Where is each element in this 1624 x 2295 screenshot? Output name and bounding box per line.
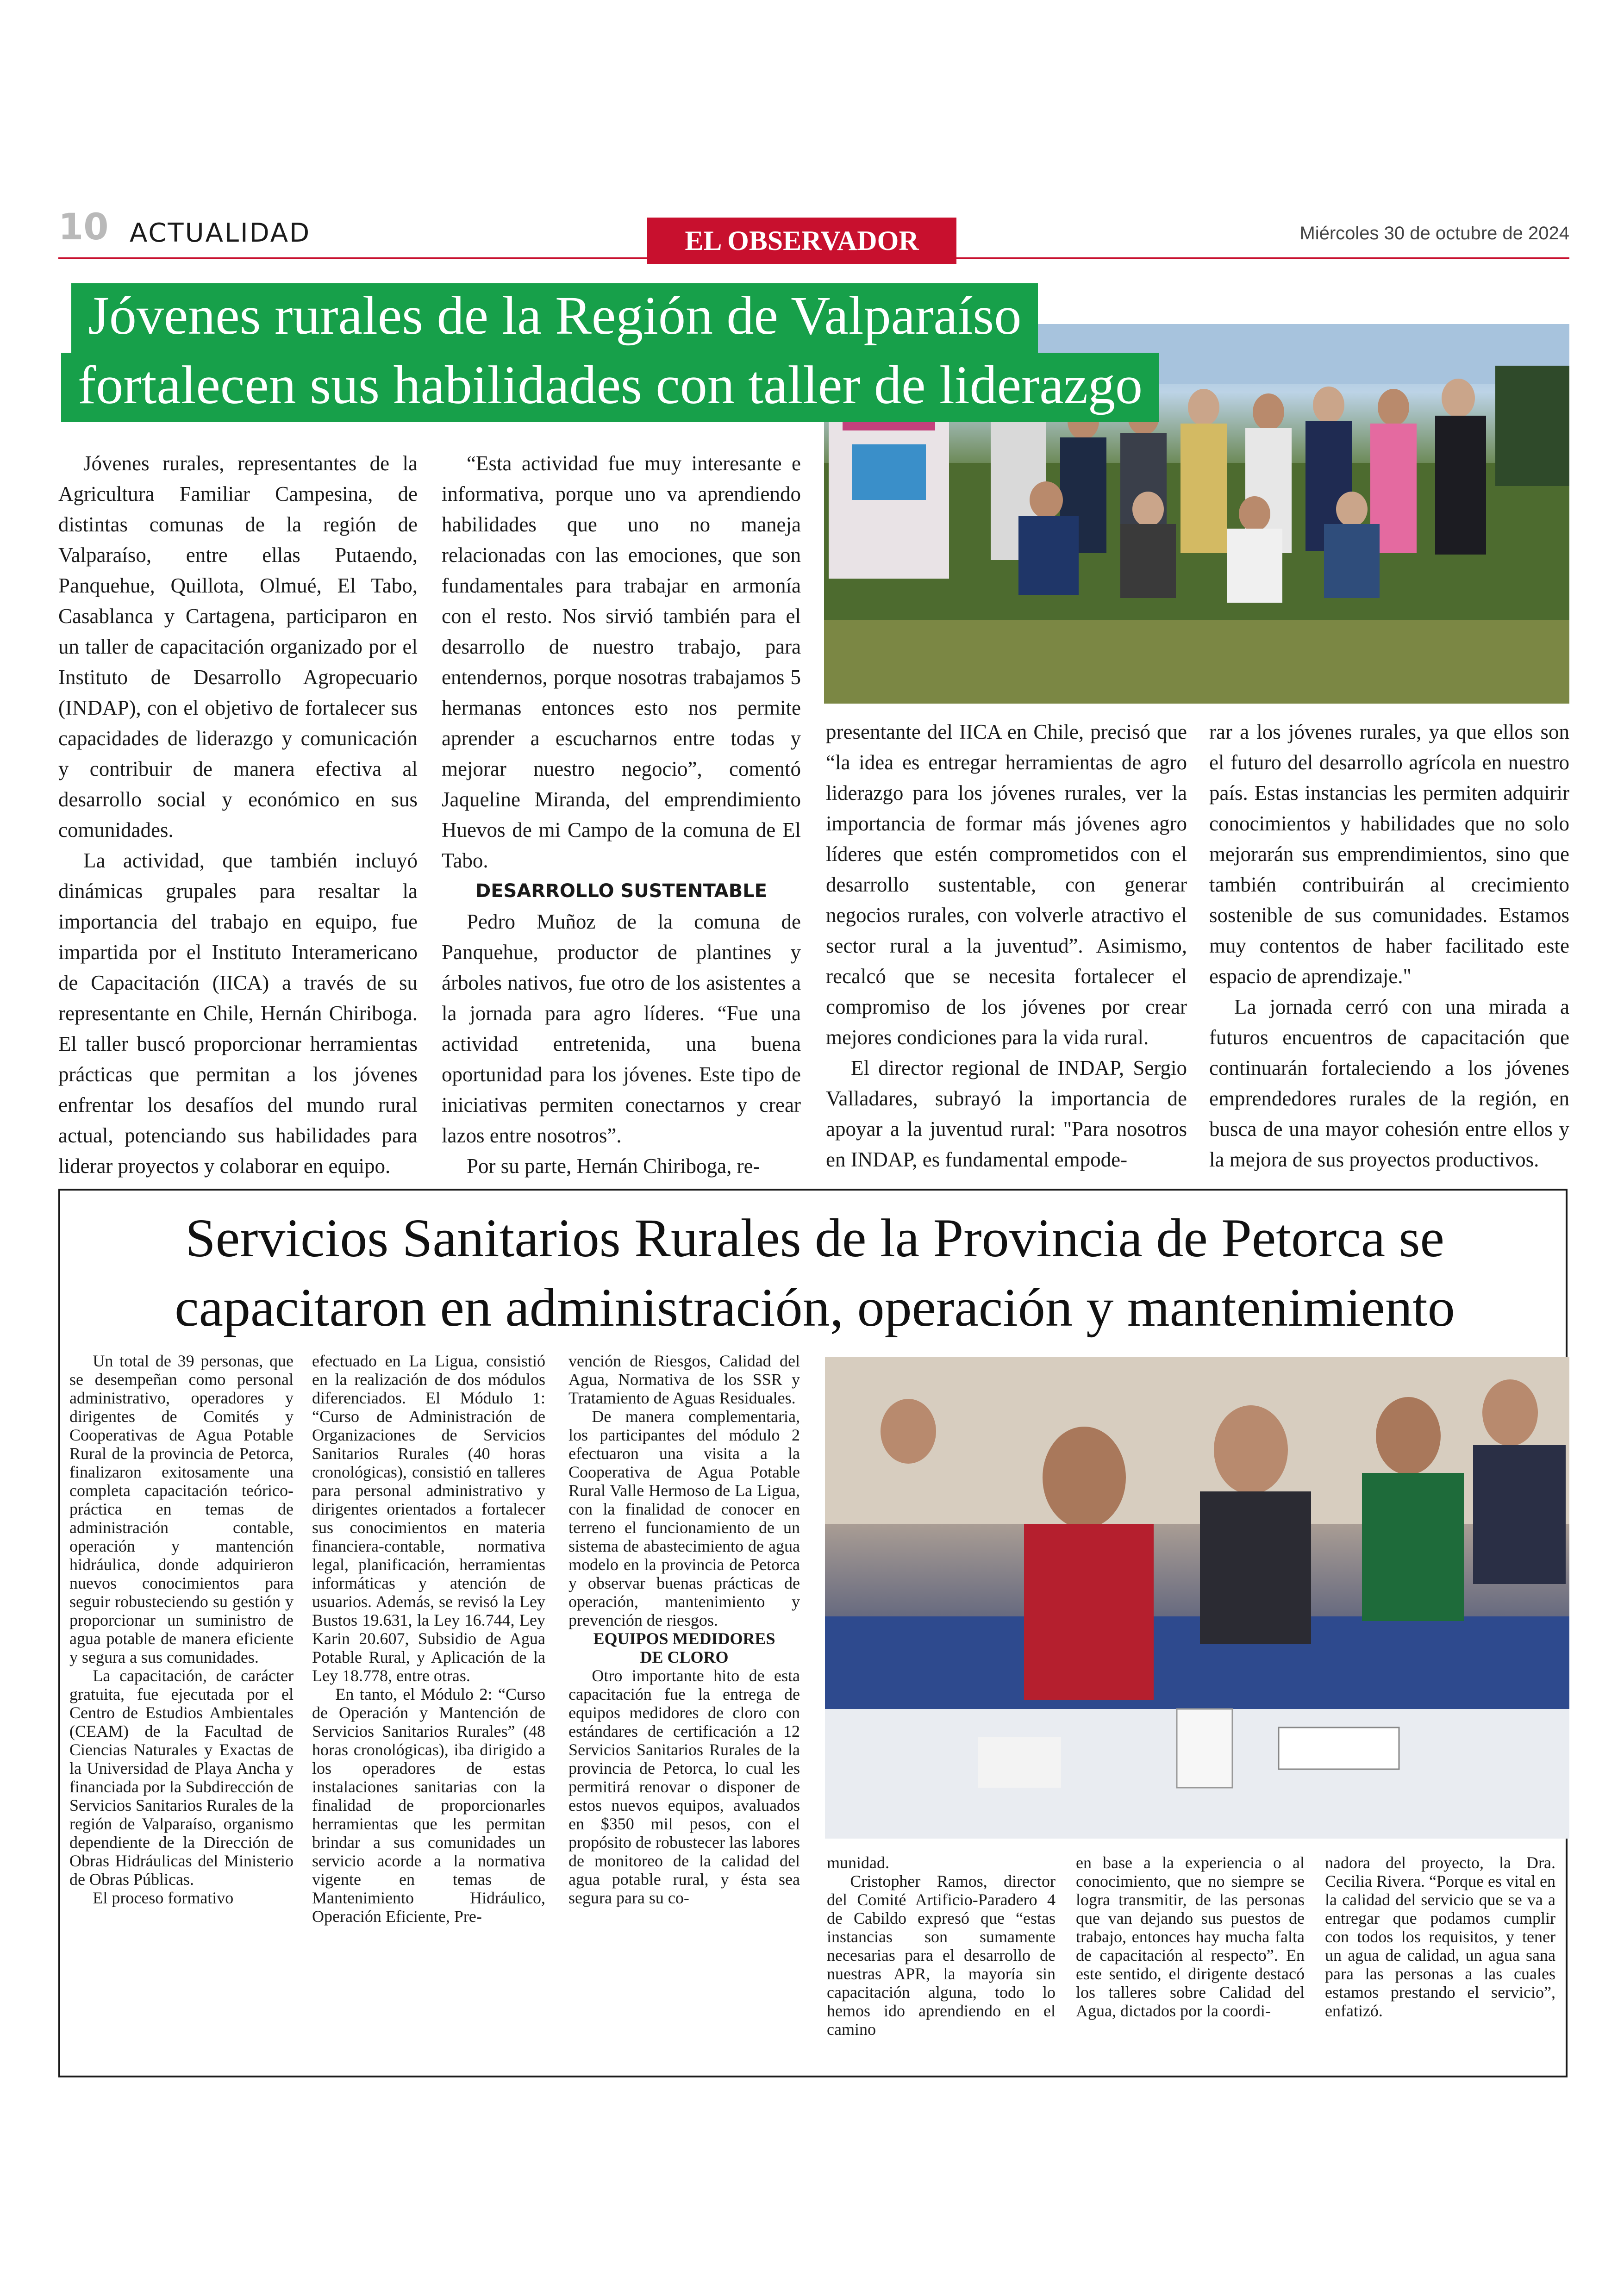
- article1-paragraph: “Esta actividad fue muy interesante e informativa, porque uno va aprendiendo habilidades que uno no maneja relacionadas con las emociones, que son fundamentales para trabajar en armonía con el resto. Nos sirvió también para el desarrollo de nuestro trabajo, para entendernos, porque nosotras trabajamos 5 hermanas entonces esto nos permite aprender a escucharnos entre todas y mejorar nuestro negocio”, comentó Jaqueline Miranda, del emprendimiento Huevos de mi Campo de la comuna de El Tabo.: [442, 452, 801, 872]
- article1-subheading: DESARROLLO SUSTENTABLE: [475, 880, 767, 902]
- article2-column-5: [1076, 1853, 1305, 2020]
- article1-headline-line2: fortalecen sus habilidades con taller de liderazgo: [61, 353, 1159, 422]
- article2-column-1: [69, 1352, 294, 1907]
- article1-paragraph: presentante del IICA en Chile, precisó que “la idea es entregar herramientas de agro liderazgo para los jóvenes rurales, ver la importancia de formar más jóvenes agro líderes que estén comprometidos con el desarrollo sustentable, con generar negocios rurales, con volverle atractivo el sector rural a la juventud”. Asimismo, recalcó que se necesita fortalecer el compromiso de los jóvenes por crear mejores condiciones para la vida rural.: [826, 720, 1187, 1049]
- article2-paragraph: efectuado en La Ligua, consistió en la realización de dos módulos diferenciados. El Módulo 1: “Curso de Administración de Organizaciones de Servicios Sanitarios Rurales (40 horas cronológicas), consistió en talleres para personal administrativo y dirigentes orientados a fortalecer sus conocimientos en materia financiera-contable, normativa legal, planificación, herramientas informáticas y atención de usuarios. Además, se revisó la Ley Bustos 19.631, la Ley 16.744, Ley Karin 20.607, Subsidio de Agua Potable Rural, y Aplicación de la Ley 18.778, entre otras.: [312, 1352, 545, 1685]
- section-label: ACTUALIDAD: [130, 218, 311, 248]
- article2-paragraph: en base a la experiencia o al conocimiento, que no siempre se logra transmitir, de las personas que van dejando sus puestos de trabajo, entonces hay mucha falta de capacitación al respecto”. En este sentido, el dirigente destacó los talleres sobre Calidad del Agua, dictados por la coordi-: [1076, 1853, 1305, 2020]
- article1-paragraph: El director regional de INDAP, Sergio Valladares, subrayó la importancia de apoyar a la juventud rural: "Para nosotros en INDAP, es fundamental empode-: [826, 1056, 1187, 1171]
- article2-paragraph: Otro importante hito de esta capacitación fue la entrega de equipos medidores de cloro con estándares de certificación a 12 Servicios Sanitarios Rurales de la provincia de Petorca, lo cual les permitirá renovar o disponer de estos nuevos equipos, avaluados en $350 mil pesos, con el propósito de robustecer las labores de monitoreo de la calidad del agua potable rural, y ésta sea segura para su co-: [568, 1666, 800, 1907]
- article1-column-3: [826, 717, 1187, 1175]
- article2-paragraph: nadora del proyecto, la Dra. Cecilia Rivera. “Porque es vital en la calidad del servicio que se va a entregar que podamos cumplir con todos los requisitos, y tener un agua de calidad, un agua sana para las personas a las cuales estamos prestando el servicio”, enfatizó.: [1325, 1853, 1555, 2020]
- article2-column-4: [827, 1853, 1056, 2039]
- article1-paragraph: La actividad, que también incluyó dinámicas grupales para resaltar la importancia del trabajo en equipo, fue impartida por el Instituto Interamericano de Capacitación (IICA) a través de su representante en Chile, Hernán Chiriboga. El taller buscó proporcionar herramientas prácticas que permitan a los jóvenes enfrentar los desafíos del mundo rural actual, potenciando sus habilidades para liderar proyectos y colaborar en equipo.: [58, 849, 418, 1178]
- article2-paragraph: Cristopher Ramos, director del Comité Artificio-Paradero 4 de Cabildo expresó que “estas instancias son sumamente necesarias para el desarrollo de nuestras APR, la mayoría sin capacitación alguna, todo lo hemos ido aprendiendo en el camino: [827, 1872, 1056, 2039]
- article2-column-3: [568, 1352, 800, 1907]
- issue-date: Miércoles 30 de octubre de 2024: [1299, 223, 1569, 243]
- article1-column-1: [58, 448, 418, 1181]
- article1-paragraph: Pedro Muñoz de la comuna de Panquehue, productor de plantines y árboles nativos, fue otro de los asistentes a la jornada para agro líderes. “Fue una actividad entretenida, una buena oportunidad para los jóvenes. Este tipo de iniciativas permiten conectarnos y crear lazos entre nosotros”.: [442, 910, 801, 1147]
- article2-column-2: [312, 1352, 545, 1926]
- article2-headline: Servicios Sanitarios Rurales de la Provincia de Petorca se capacitaron en administración, operación y mantenimiento: [175, 1208, 1455, 1338]
- article1-paragraph: La jornada cerró con una mirada a futuros encuentros de capacitación que continuarán fortaleciendo a los jóvenes emprendedores rurales de la región, en busca de una mayor cohesión entre ellos y la mejora de sus proyectos productivos.: [1209, 995, 1569, 1171]
- article2-paragraph: En tanto, el Módulo 2: “Curso de Operación y Mantención de Servicios Sanitarios Rurales” (48 horas cronológicas), iba dirigido a los operadores de estas instalaciones sanitarias con la finalidad de proporcionarles herramientas que les permitan brindar a sus comunidades un servicio acorde a la normativa vigente en temas de Mantenimiento Hidráulico, Operación Eficiente, Pre-: [312, 1685, 545, 1926]
- header-rule: [58, 257, 1569, 259]
- page-number: 10: [58, 206, 109, 248]
- article1-column-2: [442, 448, 801, 1181]
- article2-paragraph: De manera complementaria, los participantes del módulo 2 efectuaron una visita a la Cooperativa de Agua Potable Rural Valle Hermoso de La Ligua, con la finalidad de conocer en terreno el funcionamiento de un sistema de abastecimiento de agua modelo en la provincia de Petorca y observar buenas prácticas de operación, mantenimiento y prevención de riesgos.: [568, 1407, 800, 1629]
- article2-paragraph: vención de Riesgos, Calidad del Agua, Normativa de los SSR y Tratamiento de Aguas Residuales.: [568, 1352, 800, 1407]
- article1-paragraph: Jóvenes rurales, representantes de la Agricultura Familiar Campesina, de distintas comunas de la región de Valparaíso, entre ellas Putaendo, Panquehue, Quillota, Olmué, El Tabo, Casablanca y Cartagena, participaron en un taller de capacitación organizado por el Instituto de Desarrollo Agropecuario (INDAP), con el objetivo de fortalecer sus capacidades de liderazgo y comunicación y contribuir de manera efectiva al desarrollo social y económico en sus comunidades.: [58, 452, 418, 842]
- article1-headline-line1: Jóvenes rurales de la Región de Valparaíso: [71, 283, 1038, 353]
- newspaper-masthead: EL OBSERVADOR: [647, 218, 956, 264]
- article2-paragraph: munidad.: [827, 1853, 889, 1872]
- article2-paragraph: Un total de 39 personas, que se desempeñan como personal administrativo, operadores y dirigentes de Comités y Cooperativas de Agua Potable Rural de la provincia de Petorca, finalizaron exitosamente una completa capacitación teórico-práctica en temas de administración contable, operación y mantención hidráulica, donde adquirieron nuevos conocimientos para seguir robusteciendo su gestión y proporcionar un suministro de agua potable de manera eficiente y segura a sus comunidades.: [69, 1352, 294, 1666]
- article2-subheading-line2: DE CLORO: [640, 1648, 729, 1666]
- article2-paragraph: La capacitación, de carácter gratuita, fue ejecutada por el Centro de Estudios Ambientales (CEAM) de la Facultad de Ciencias Naturales y Exactas de la Universidad de Playa Ancha y financiada por la Subdirección de Servicios Sanitarios Rurales de la región de Valparaíso, organismo dependiente de la Dirección de Obras Hidráulicas del Ministerio de Obras Públicas.: [69, 1666, 294, 1889]
- training-session-photo: [825, 1357, 1569, 1839]
- article2-column-6: [1325, 1853, 1555, 2020]
- article1-column-4: [1209, 717, 1569, 1175]
- article1-paragraph: Por su parte, Hernán Chiriboga, re-: [467, 1154, 760, 1178]
- training-session-photo-illustration: [825, 1357, 1569, 1839]
- article1-paragraph: rar a los jóvenes rurales, ya que ellos son el futuro del desarrollo agrícola en nuestro país. Estas instancias les permiten adquirir conocimientos y habilidades que no solo mejorarán sus emprendimientos, sino que también contribuirán al crecimiento sostenible de sus comunidades. Estamos muy contentos de haber facilitado este espacio de aprendizaje.": [1209, 720, 1569, 988]
- article2-paragraph: El proceso formativo: [93, 1889, 234, 1907]
- article2-subheading-line1: EQUIPOS MEDIDORES: [593, 1629, 775, 1648]
